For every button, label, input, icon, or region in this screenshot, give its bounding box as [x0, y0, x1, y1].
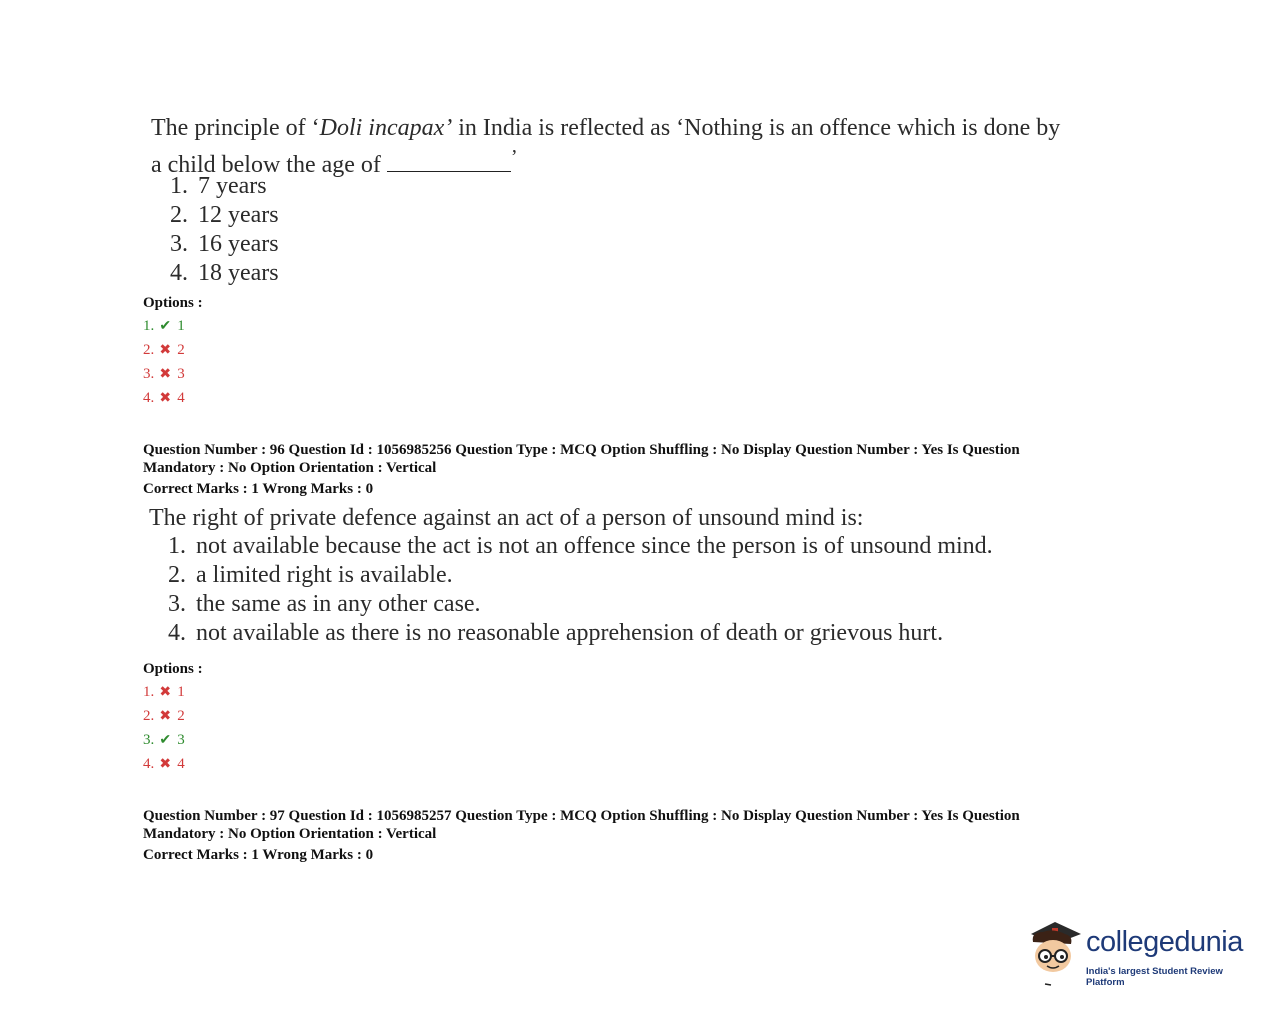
- option-item: 1. ✔ 1: [143, 318, 185, 334]
- option-item: 2. ✖ 2: [143, 708, 185, 724]
- choice-item: 2. 12 years: [170, 202, 279, 228]
- collegedunia-logo: [1025, 918, 1260, 988]
- choice-item: 1. 7 years: [170, 173, 267, 199]
- option-item: 3. ✖ 3: [143, 366, 185, 382]
- choice-item: 3. 16 years: [170, 231, 279, 257]
- choice-item: 2. a limited right is available.: [168, 562, 453, 588]
- option-item: 1. ✖ 1: [143, 684, 185, 700]
- choice-list: [148, 532, 993, 648]
- cross-icon: ✖: [159, 757, 172, 772]
- question-text: The principle of ‘Doli incapax’ in India is reflected as ‘Nothing is an offence which is done by a child below the age of ’: [151, 115, 1061, 178]
- answer-blank: [387, 151, 511, 172]
- cross-icon: ✖: [159, 367, 172, 382]
- marks-info: Correct Marks : 1 Wrong Marks : 0: [143, 481, 374, 497]
- brand-name: collegedunia: [1086, 926, 1243, 958]
- option-item: 2. ✖ 2: [143, 342, 185, 358]
- question-meta: Question Number : 97 Question Id : 1056985257 Question Type : MCQ Option Shuffling : No Display Question Number : Yes Is Question Mandatory : No Option Orientation : Vertical: [143, 808, 1020, 842]
- check-icon: ✔: [159, 319, 172, 334]
- question-meta: Question Number : 96 Question Id : 1056985256 Question Type : MCQ Option Shuffling : No Display Question Number : Yes Is Question Mandatory : No Option Orientation : Vertical: [143, 442, 1020, 476]
- option-item: 3. ✔ 3: [143, 732, 185, 748]
- choice-list: [150, 172, 279, 288]
- choice-item: 4. not available as there is no reasonable apprehension of death or grievous hurt.: [168, 620, 944, 646]
- options-label: Options :: [143, 295, 203, 311]
- choice-item: 1. not available because the act is not an offence since the person is of unsound mind.: [168, 533, 993, 559]
- cross-icon: ✖: [159, 343, 172, 358]
- check-icon: ✔: [159, 733, 172, 748]
- brand-tagline: India's largest Student Review Platform: [1086, 966, 1223, 988]
- cross-icon: ✖: [159, 709, 172, 724]
- choice-item: 4. 18 years: [170, 260, 279, 286]
- question-text: The right of private defence against an act of a person of unsound mind is:: [149, 505, 864, 531]
- cross-icon: ✖: [159, 391, 172, 406]
- mascot-icon: [1025, 918, 1085, 988]
- options-label: Options :: [143, 661, 203, 677]
- option-item: 4. ✖ 4: [143, 756, 185, 772]
- cross-icon: ✖: [159, 685, 172, 700]
- option-item: 4. ✖ 4: [143, 390, 185, 406]
- marks-info: Correct Marks : 1 Wrong Marks : 0: [143, 847, 374, 863]
- choice-item: 3. the same as in any other case.: [168, 591, 481, 617]
